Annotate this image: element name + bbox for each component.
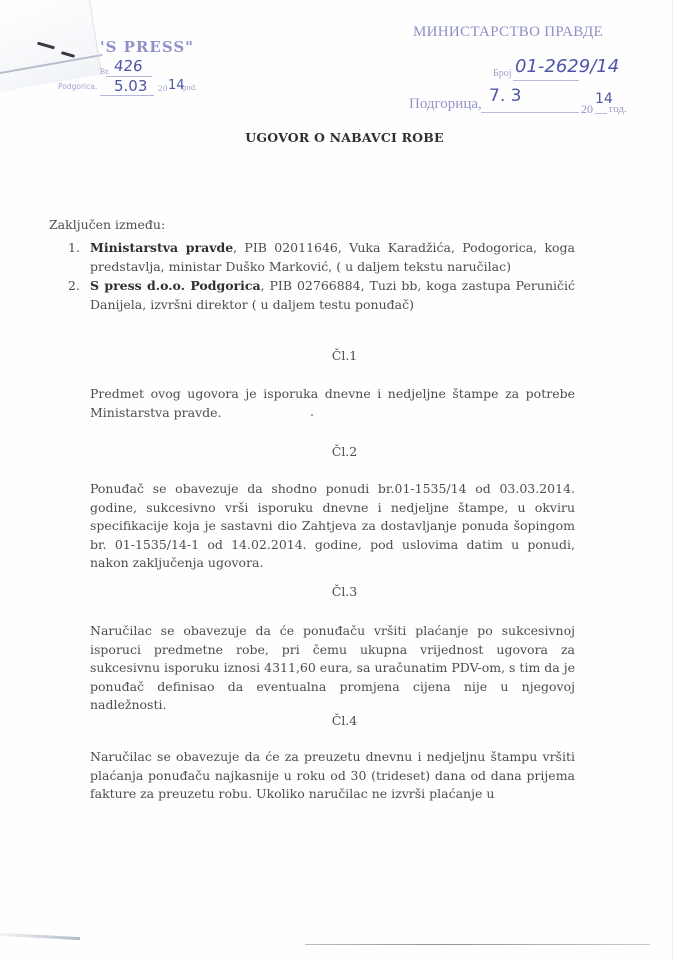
article-body: Naručilac se obavezuje da će ponuđaču vršiti plaćanje po sukcesivnoj isporuci predmetne robe, pri čemu ukupna vrijednost ugovora za sukcesivnu isporuku iznosi 4311,60 eura, sa uračunatim PDV-om, s tim da je ponuđač definisao da eventualna promjena cijena nije u njegovoj nadležnosti. [90,623,575,712]
stamp-handwritten-number: 01-2629/14 [515,56,620,77]
article-body: Predmet ovog ugovora je isporuka dnevne i nedjeljne štampe za potrebe Ministarstva pravde. [90,386,575,420]
stamp-date-line [481,112,579,113]
stamp-date-line [100,95,154,96]
contract-intro: Zaključen između: [49,217,166,232]
stamp-city: Podgorica, [58,82,98,91]
page-right-edge [672,0,673,960]
party-item [68,239,575,276]
party-item [68,277,575,314]
document-title: UGOVOR O NABAVCI ROBE [245,130,444,145]
party-details: , PIB 02011646, Vuka Karadžića, Podogorica, koga predstavlja, ministar Duško Marković, ( u daljem tekstu naručilac) [90,240,576,274]
stamp-handwritten-date: 5.03 [114,77,148,95]
article-heading: Čl.3 [331,584,358,599]
article-body: Ponuđač se obavezuje da shodno ponudi br.01-1535/14 od 03.03.2014. godine, sukcesivno vrši isporuku dnevne i nedjeljne štampe, u okviru specifikacije koja je sastavni dio Zahtjeva za dostavljanje ponuda šopingom br. 01-1535/14-1 od 14.02.2014. godine, pod uslovima datim u ponudi, nakon zaključenja ugovora. [90,481,575,570]
article-heading: Čl.1 [331,348,358,363]
stamp-handwritten-number: 426 [113,57,144,75]
article-heading: Čl.4 [331,713,358,728]
stamp-handwritten-year: 14 [595,91,613,107]
stamp-year-prefix: 20 [158,84,168,93]
stamp-number-label: Br. [100,68,110,76]
stamp-year-suffix: год. [609,103,627,115]
article-body: Naručilac se obavezuje da će za preuzetu dnevnu i nedjeljnu štampu vršiti plaćanja ponuđaču najkasnije u roku od 30 (trideset) dana od dana prijema fakture za preuzetu robu. Ukoliko naručilac ne izvrši plaćanje u [90,749,575,801]
stamp-year-prefix: 20 [581,102,593,116]
ministry-registry-stamp [405,20,665,130]
party-name: Ministarstva pravde [90,240,234,255]
stamp-number-line [513,80,579,81]
stamp-ministry-name: МИНИСТАРСТВО ПРАВДЕ [413,24,603,40]
stamp-city: Подгорица, [409,96,482,112]
party-details: , PIB 02766884, Tuzi bb, koga zastupa Peruničić Danijela, izvršni direktor ( u daljem testu ponuđač) [90,278,575,312]
article-heading: Čl.2 [331,444,358,459]
scan-edge-line [305,944,650,945]
stamp-brand: 'S PRESS" [100,38,194,56]
party-number: 1. [68,240,80,255]
stamp-number-label: Број [493,68,512,79]
stamp-year-suffix: god. [182,84,198,92]
stamp-handwritten-date: 7. 3 [489,86,522,106]
scan-speck [311,414,313,416]
party-number: 2. [68,278,80,293]
party-name: S press d.o.o. Podgorica [90,278,261,293]
s-press-receipt-stamp [58,38,238,100]
stamp-handwritten-year: 14 [168,78,185,93]
contract-parties-list [68,239,575,315]
stamp-year-line [595,113,607,114]
scan-edge-shadow [0,933,80,940]
